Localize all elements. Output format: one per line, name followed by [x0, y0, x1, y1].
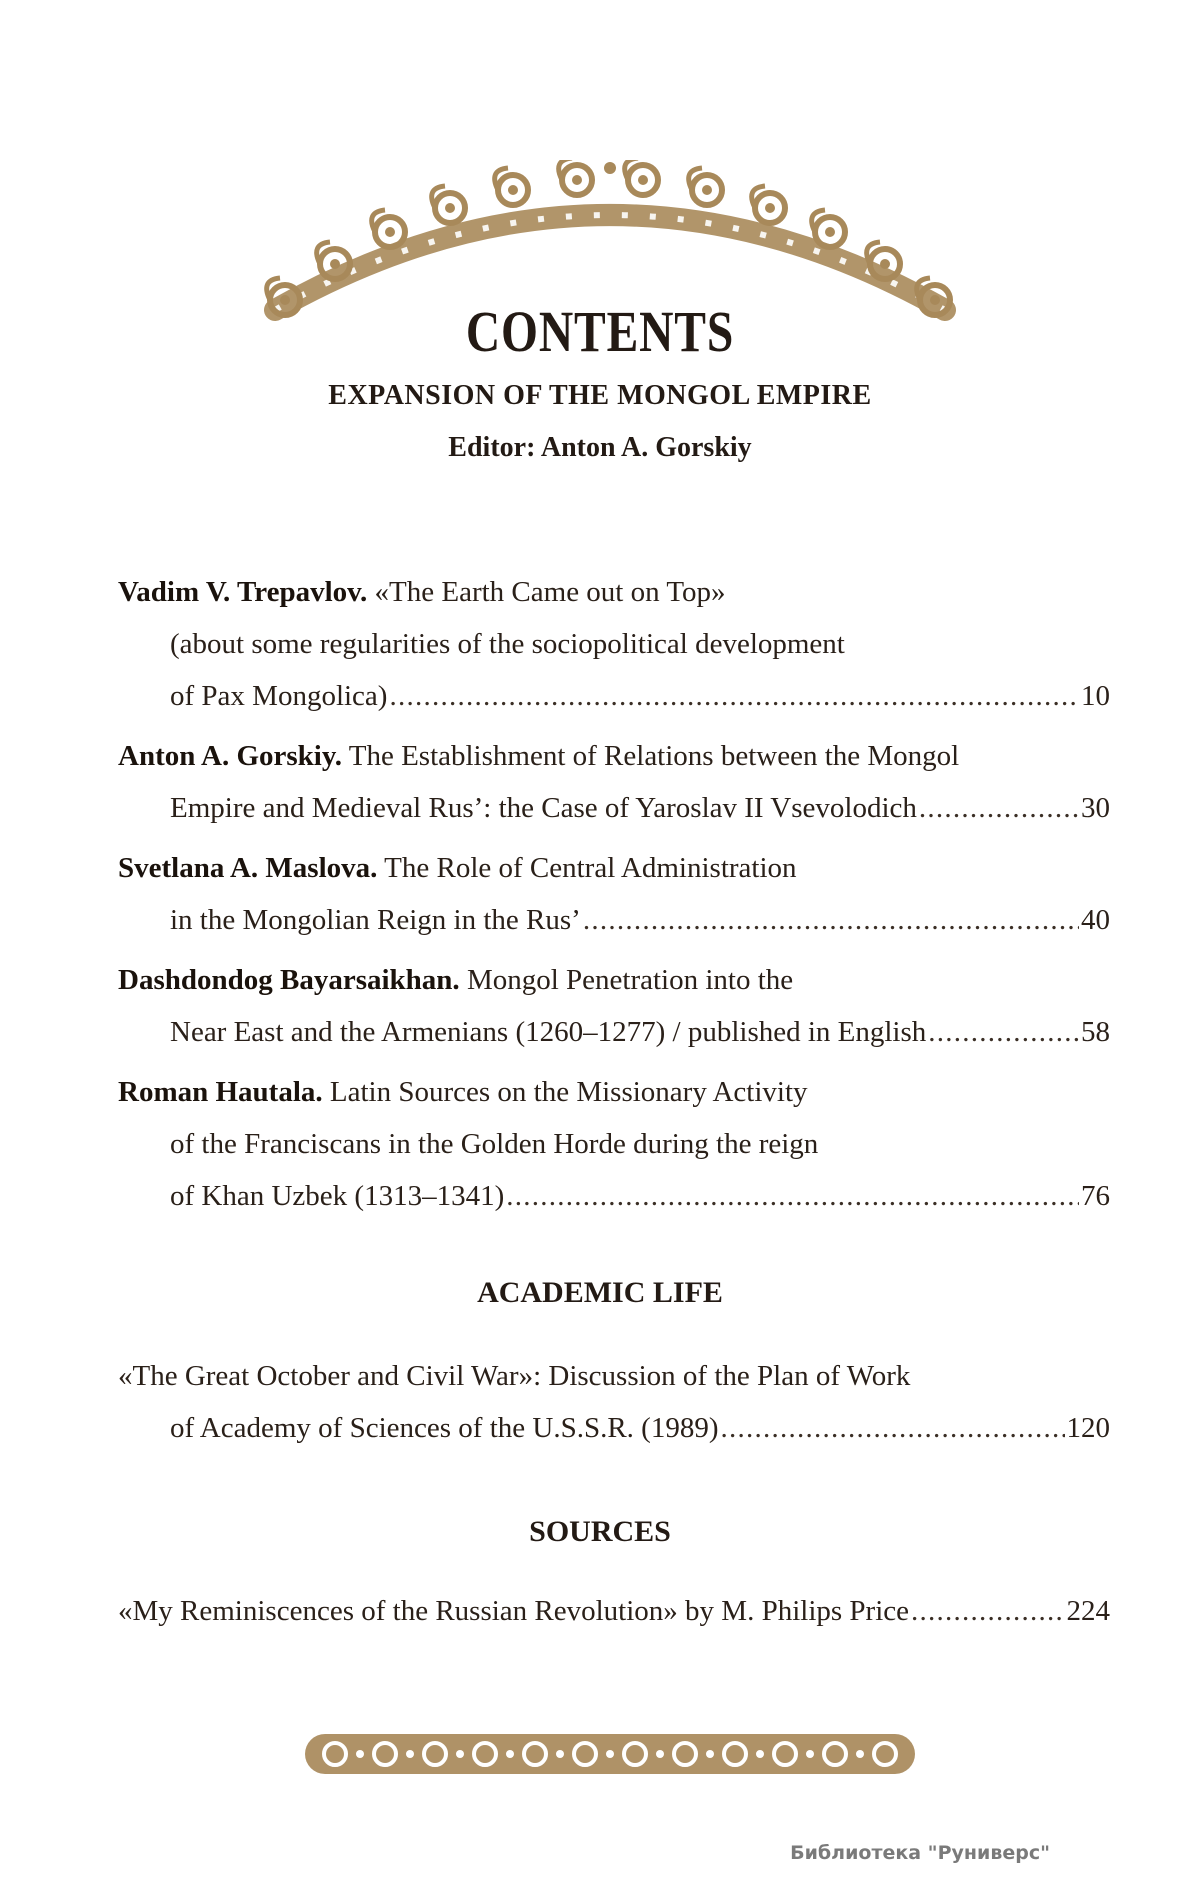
dot-leader [720, 1402, 1064, 1454]
toc-entry[interactable] [118, 842, 1110, 946]
section-heading-academic-life: ACADEMIC LIFE [477, 1276, 723, 1309]
toc-entry[interactable] [118, 1585, 1110, 1637]
page-number: 224 [1066, 1595, 1110, 1627]
entry-author: Anton A. Gorskiy. [118, 740, 342, 772]
dot-leader [928, 1006, 1079, 1058]
entry-title-line: Latin Sources on the Missionary Activity [329, 1076, 808, 1108]
toc-entry[interactable] [118, 730, 1110, 834]
dot-leader [506, 1170, 1079, 1222]
entry-title-line: The Role of Central Administration [384, 852, 797, 884]
entry-title-line: Near East and the Armenians (1260–1277) / published in English [170, 1016, 927, 1048]
entry-title-line: of Pax Mongolica) [170, 680, 388, 712]
entry-title-line: (about some regularities of the sociopolitical development [170, 628, 845, 660]
dot-leader [583, 894, 1079, 946]
entry-title-line: of Academy of Sciences of the U.S.S.R. (1989) [170, 1412, 719, 1444]
entry-title-line: Empire and Medieval Rus’: the Case of Yaroslav II Vsevolodich [170, 792, 917, 824]
section-heading-sources: SOURCES [529, 1515, 671, 1548]
entry-title-line: of the Franciscans in the Golden Horde during the reign [170, 1128, 819, 1160]
page-number: 10 [1081, 680, 1110, 712]
entry-author: Roman Hautala. [118, 1076, 323, 1108]
page-number: 76 [1081, 1180, 1110, 1212]
toc-entry[interactable] [118, 1350, 1110, 1454]
entry-title-line: in the Mongolian Reign in the Rus’ [170, 904, 581, 936]
issue-subtitle: EXPANSION OF THE MONGOL EMPIRE [328, 380, 872, 411]
page-number: 120 [1066, 1412, 1110, 1444]
entry-title-line: «The Great October and Civil War»: Discussion of the Plan of Work [118, 1360, 911, 1392]
dot-leader [919, 782, 1079, 834]
entry-title-line: of Khan Uzbek (1313–1341) [170, 1180, 505, 1212]
page-title: CONTENTS [465, 299, 735, 364]
toc-entry[interactable] [118, 1066, 1110, 1222]
entry-title-line: The Establishment of Relations between the Mongol [348, 740, 960, 772]
dot-leader [389, 670, 1079, 722]
toc-academic-life [118, 1350, 1110, 1454]
toc-sources [118, 1585, 1110, 1637]
dot-leader [911, 1585, 1064, 1637]
page-number: 30 [1081, 792, 1110, 824]
page-number: 58 [1081, 1016, 1110, 1048]
page-number: 40 [1081, 904, 1110, 936]
toc-main [118, 566, 1110, 1222]
toc-entry[interactable] [118, 566, 1110, 722]
editor-line: Editor: Anton A. Gorskiy [448, 432, 752, 463]
entry-title-line: Mongol Penetration into the [466, 964, 794, 996]
entry-author: Dashdondog Bayarsaikhan. [118, 964, 460, 996]
entry-author: Vadim V. Trepavlov. [118, 576, 368, 608]
bottom-ornament-icon [305, 1720, 915, 1788]
entry-author: Svetlana A. Maslova. [118, 852, 378, 884]
entry-title-line: «My Reminiscences of the Russian Revolution» by M. Philips Price [118, 1595, 910, 1627]
toc-entry[interactable] [118, 954, 1110, 1058]
entry-title-line: «The Earth Came out on Top» [374, 576, 726, 608]
library-watermark: Библиотека "Руниверс" [790, 1842, 1050, 1864]
